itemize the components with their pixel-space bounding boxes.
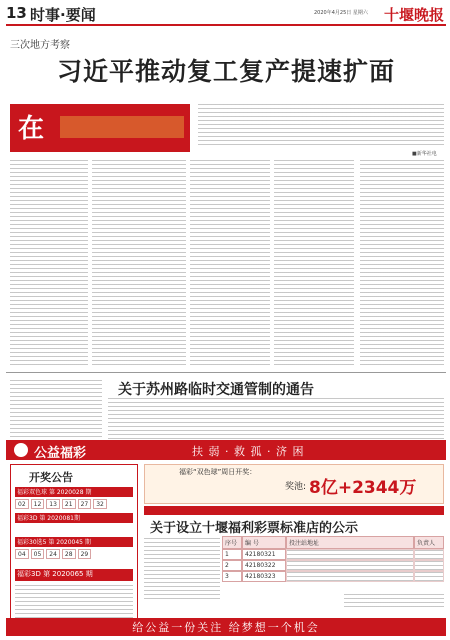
ball: 29: [78, 549, 92, 559]
row-address: [286, 560, 414, 571]
table-row: [222, 571, 444, 582]
story1-kicker: 三次地方考察: [10, 40, 70, 51]
ball: 04: [15, 549, 29, 559]
row-owner: [414, 549, 444, 560]
ball: 32: [93, 499, 107, 509]
story2-body: [108, 398, 444, 440]
promo-strip: [144, 506, 444, 515]
story1-headline: 习近平推动复工复产提速扩面: [56, 57, 395, 86]
col-header: 编 号: [242, 536, 286, 549]
draw-results-title: 开奖公告: [29, 471, 73, 484]
story2-headline: 关于苏州路临时交通管制的通告: [118, 382, 314, 398]
promo-amount: 8亿+2344万: [309, 478, 417, 498]
row-address: [286, 571, 414, 582]
promo-prefix: 奖池:: [285, 482, 307, 492]
footer-banner: [6, 618, 446, 636]
draw-row-4: [15, 569, 133, 581]
story1-lead-text: [198, 104, 444, 146]
header-rule: [6, 24, 446, 26]
notice-signature: [344, 594, 444, 610]
col-header: 投注站地址: [286, 536, 414, 549]
draw-label: 福彩30选5: [17, 539, 47, 546]
ball: 24: [46, 549, 60, 559]
draw-issue: 第 2020065 期: [43, 570, 93, 578]
col-header: 序号: [222, 536, 242, 549]
footer-slogan: 给公益一份关注 给梦想一个机会: [132, 621, 320, 634]
draw-issue: 2020081期: [47, 515, 81, 522]
header-date: 2020年4月25日 星期六: [314, 10, 368, 16]
row-no: 1: [222, 549, 242, 560]
row-no: 3: [222, 571, 242, 582]
row-address: [286, 549, 414, 560]
story1-col-3: [190, 160, 270, 366]
row-owner: [414, 571, 444, 582]
ball: 27: [78, 499, 92, 509]
jackpot-promo: [144, 464, 444, 504]
story1-col-1: [10, 160, 88, 366]
table-row: [222, 560, 444, 571]
ball-row-1: [15, 499, 133, 509]
table-row: [222, 549, 444, 560]
lottery-banner: [6, 440, 446, 460]
ball: 21: [62, 499, 76, 509]
inset-big-char: 在: [18, 114, 45, 144]
story1-red-inset: [10, 104, 190, 152]
draw-label: 福彩3D: [17, 570, 41, 578]
divider: [6, 372, 446, 373]
ball: 13: [46, 499, 60, 509]
notice-text: [144, 538, 220, 600]
story1-col-5: [360, 160, 444, 366]
row-no: 2: [222, 560, 242, 571]
draw-results-box: [10, 464, 138, 634]
col-header: 负责人: [414, 536, 444, 549]
prize-table: [15, 585, 133, 619]
banner-right-text: 扶 弱 · 救 孤 · 济 困: [192, 445, 305, 458]
inset-ribbon: [60, 116, 184, 138]
charity-logo-icon: [14, 443, 28, 457]
left-notice-text: [10, 380, 102, 438]
draw-row-1: [15, 487, 133, 497]
draw-label: 福彩双色球: [17, 489, 48, 496]
notice-table: [222, 536, 444, 582]
section-title: 时事·要闻: [30, 6, 96, 24]
ball: 28: [62, 549, 76, 559]
ball-row-2: [15, 549, 133, 559]
newspaper-logo: 十堰晚报: [383, 6, 444, 24]
story1-col-2: [92, 160, 186, 366]
ball: 12: [31, 499, 45, 509]
story1-byline: ■新华社电: [412, 151, 437, 157]
page-number: 13: [6, 4, 27, 22]
story1-col-4: [274, 160, 354, 366]
table-header-row: [222, 536, 444, 549]
draw-label: 福彩3D 第: [17, 515, 46, 522]
draw-issue: 第 2020028 期: [48, 489, 92, 496]
notice-headline: 关于设立十堰福利彩票标准店的公示: [150, 521, 359, 536]
ball: 05: [31, 549, 45, 559]
draw-row-2: [15, 513, 133, 523]
page-header: [6, 4, 446, 26]
draw-issue: 第 2020045 期: [48, 539, 91, 546]
ball: 02: [15, 499, 29, 509]
promo-title: 福彩“双色球”周日开奖：: [179, 468, 257, 476]
banner-left-text: 公益福彩: [34, 446, 87, 461]
row-code: 42180322: [242, 560, 286, 571]
draw-row-3: [15, 537, 133, 547]
row-code: 42180323: [242, 571, 286, 582]
row-code: 42180321: [242, 549, 286, 560]
row-owner: [414, 560, 444, 571]
